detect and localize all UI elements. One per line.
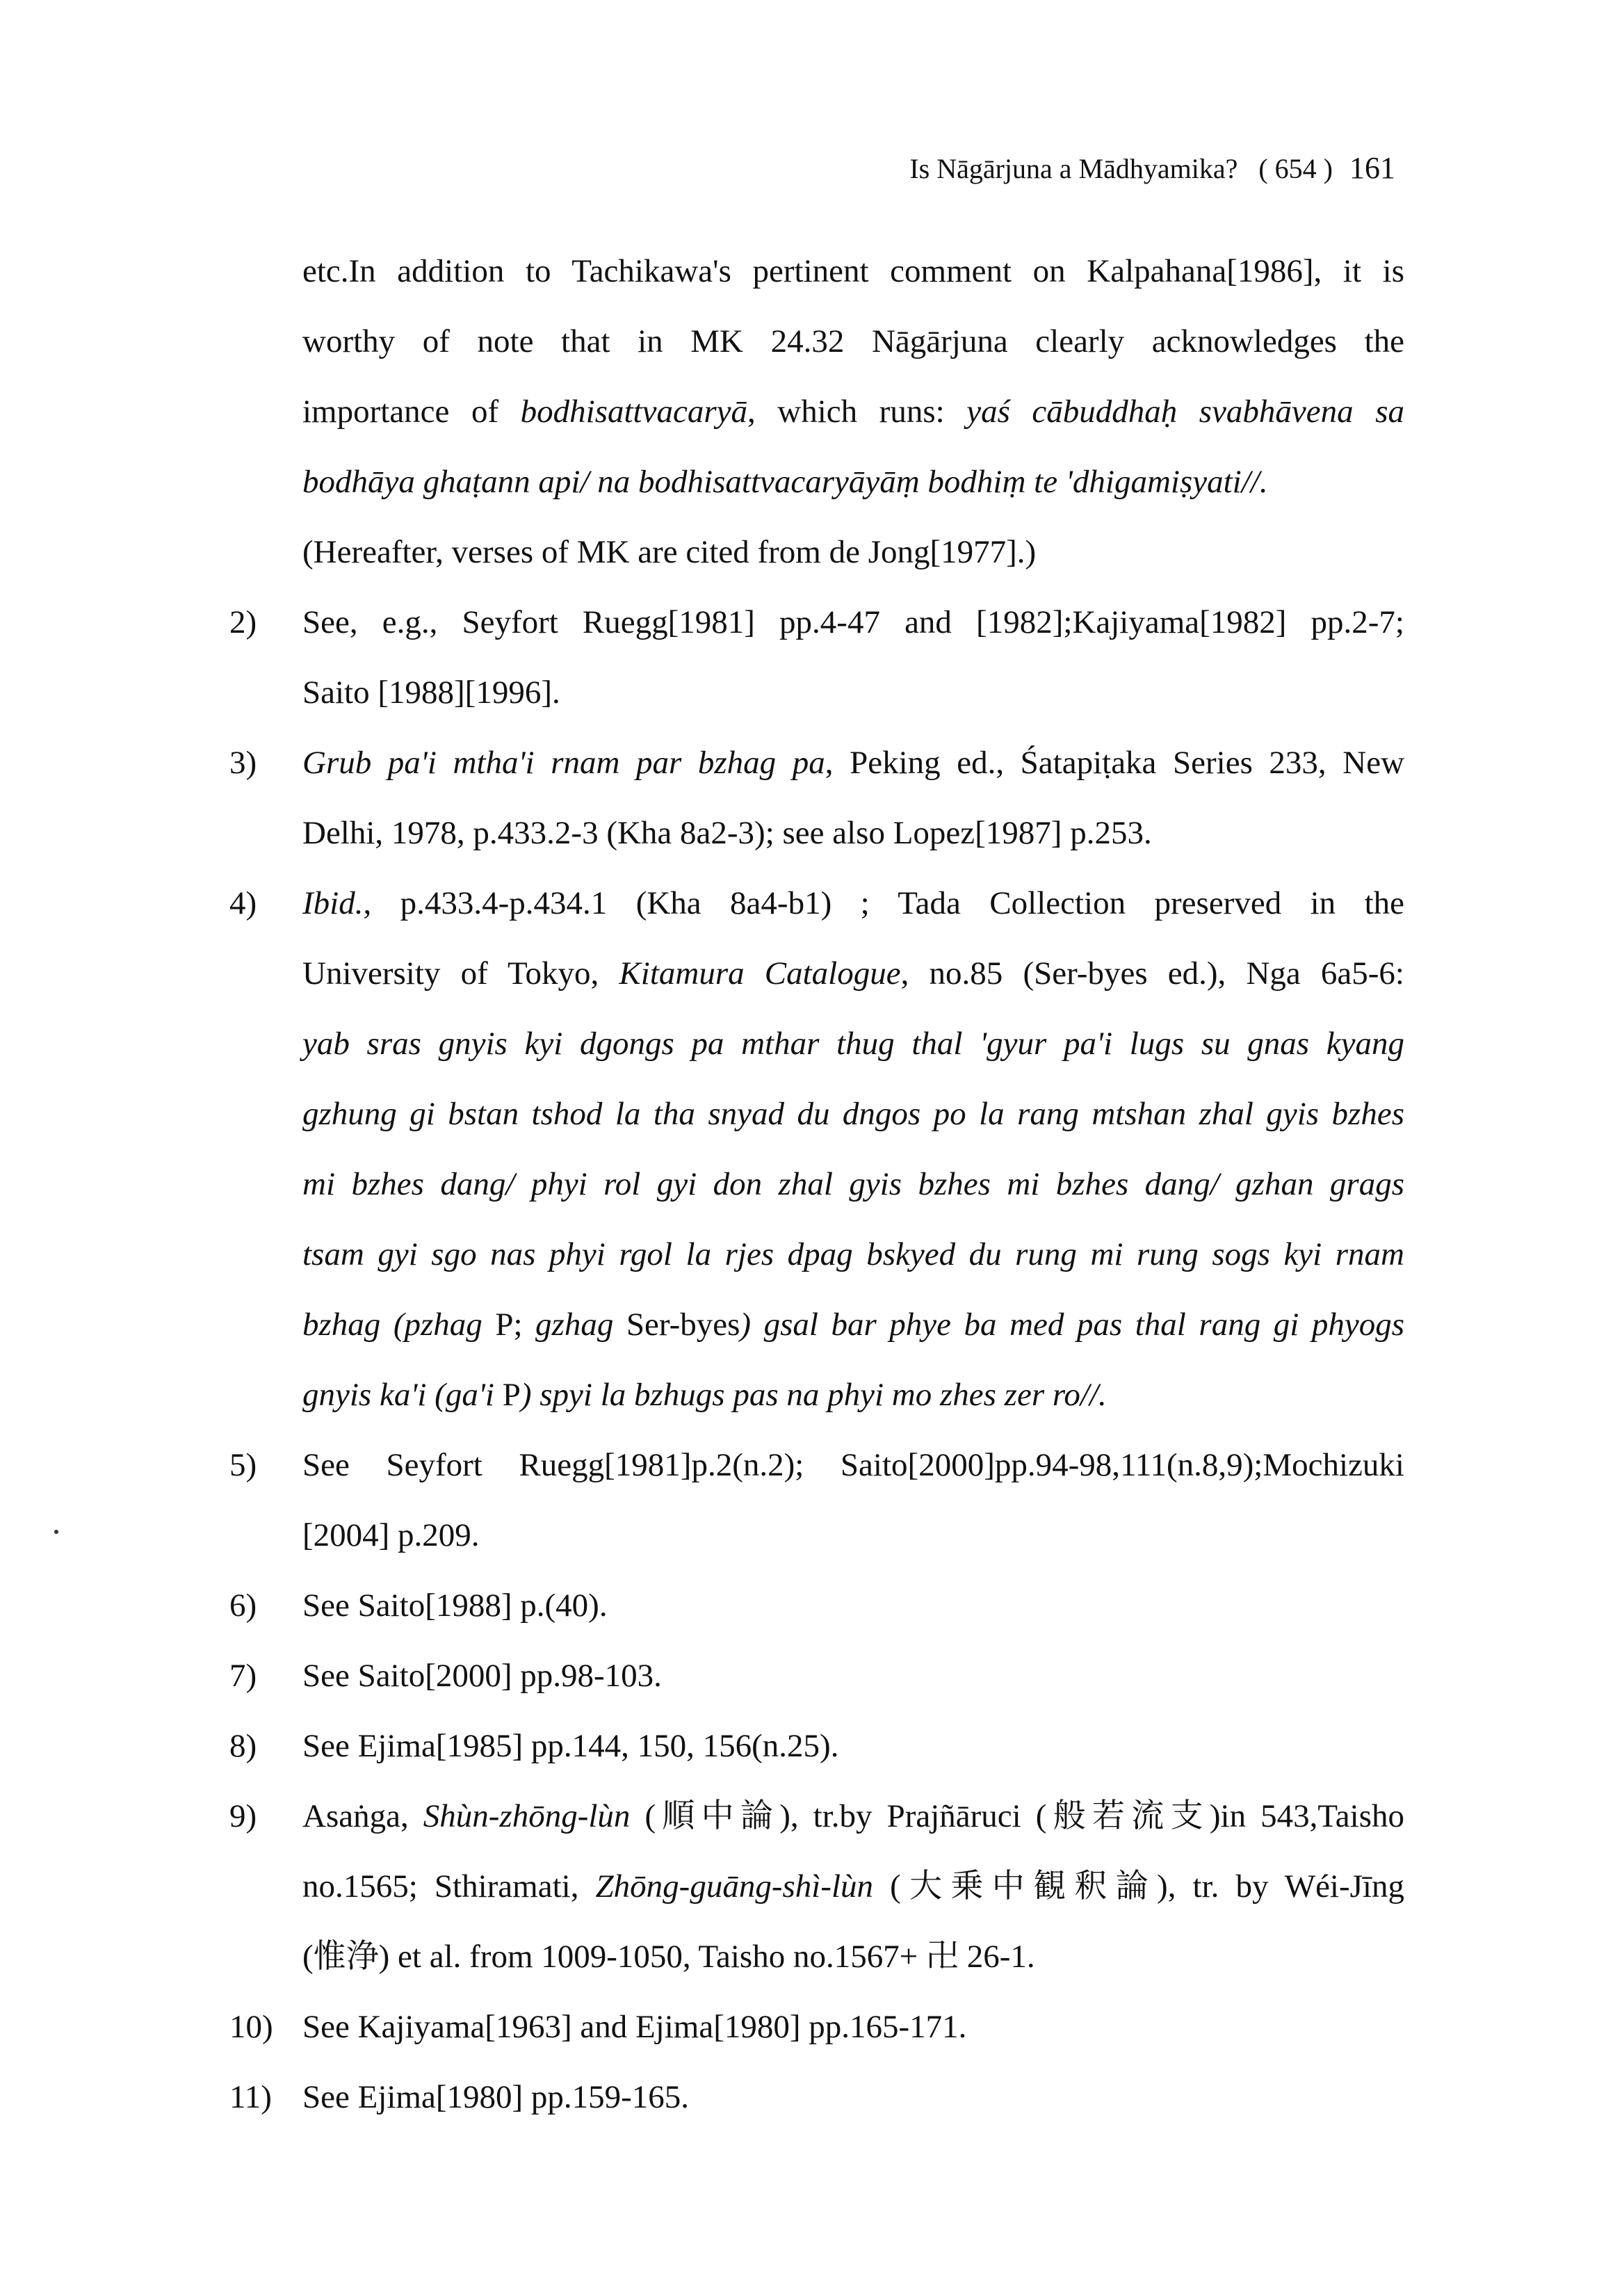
footnote-2 <box>229 588 1404 728</box>
text-line <box>302 1852 1404 1922</box>
volume-page-number: ( 654 ) <box>1258 153 1333 184</box>
text-line: (Hereafter, verses of MK are cited from de Jong[1977].) <box>302 534 1037 570</box>
italic-tibetan: yab sras gnyis kyi dgongs pa mthar thug thal 'gyur pa'i lugs su gnas kyang <box>302 1026 1404 1062</box>
footnote-number: 4) <box>229 885 257 921</box>
text-line: See Saito[2000] pp.98-103. <box>302 1658 662 1694</box>
folio-number: 161 <box>1349 151 1395 185</box>
note-text: , Peking ed., Śatapiṭaka Series 233, New <box>825 745 1405 781</box>
text-line: See Ejima[1985] pp.144, 150, 156(n.25). <box>302 1728 839 1764</box>
note-text: University of Tokyo, <box>302 955 619 992</box>
text-line <box>302 377 1404 447</box>
text-line <box>302 447 1404 517</box>
italic-tibetan: ) spyi la bzhugs pas na phyi mo zhes zer ro//. <box>520 1377 1107 1413</box>
margin-dot <box>54 1530 58 1534</box>
footnote-number: 5) <box>229 1447 257 1483</box>
italic-tibetan: ) gsal bar phye ba med pas thal rang gi phyogs <box>740 1307 1404 1343</box>
note-text: etc.In addition to Tachikawa's pertinent comment on Kalpahana[1986], it is <box>302 253 1404 289</box>
italic-tibetan: gzhag <box>535 1307 626 1343</box>
text-line <box>302 868 1404 939</box>
text-line <box>302 1220 1404 1290</box>
note-text: Ser-byes <box>626 1307 740 1343</box>
footnote-number: 8) <box>229 1728 257 1764</box>
text-line: See Saito[1988] p.(40). <box>302 1587 608 1624</box>
note-text: P; <box>495 1307 536 1343</box>
note-text: P <box>502 1377 521 1413</box>
footnote-number: 3) <box>229 745 257 781</box>
text-line <box>302 1781 1404 1852</box>
italic-tibetan: gnyis ka'i (ga'i <box>302 1377 503 1413</box>
italic-tibetan: mi bzhes dang/ phyi rol gyi don zhal gyis bzhes mi bzhes dang/ gzhan grags <box>302 1166 1404 1202</box>
italic-title: Shùn-zhōng-lùn <box>423 1798 631 1834</box>
text-line <box>302 728 1404 798</box>
footnote-4 <box>229 868 1404 1430</box>
text-line: [2004] p.209. <box>302 1517 480 1553</box>
italic-tibetan: tsam gyi sgo nas phyi rgol la rjes dpag bskyed du rung mi rung sogs kyi rnam <box>302 1236 1404 1272</box>
text-line: See Seyfort Ruegg[1981]p.2(n.2); Saito[2000]pp.94-98,111(n.8,9);Mochizuki <box>302 1447 1404 1483</box>
italic-title: Grub pa'i mtha'i rnam par bzhag pa <box>302 745 825 781</box>
note-text: , p.433.4-p.434.1 (Kha 8a4-b1) ; Tada Collection preserved in the <box>363 885 1404 921</box>
note-text: (大乗中観釈論), tr. by Wéi-Jīng <box>873 1868 1404 1905</box>
text-line <box>302 236 1404 307</box>
footnote-10 <box>229 1992 1404 2062</box>
text-line <box>302 1149 1404 1220</box>
note-text: (順中論), tr.by Prajñāruci (般若流支)in 543,Taisho <box>630 1798 1404 1834</box>
note-text: , no.85 (Ser-byes ed.), Nga 6a5-6: <box>900 955 1404 992</box>
text-line <box>302 1079 1404 1149</box>
footnote-3 <box>229 728 1404 868</box>
footnote-number: 10) <box>229 2009 273 2045</box>
footnote-9 <box>229 1781 1404 1992</box>
text-line <box>302 939 1404 1009</box>
footnote-number: 11) <box>229 2079 272 2115</box>
text-line: Delhi, 1978, p.433.2-3 (Kha 8a2-3); see also Lopez[1987] p.253. <box>302 815 1152 851</box>
footnote-7 <box>229 1641 1404 1711</box>
footnote-6 <box>229 1571 1404 1641</box>
italic-title: Zhōng-guāng-shì-lùn <box>595 1868 874 1905</box>
italic-verse: bodhāya ghaṭann api/ na bodhisattvacaryāyāṃ bodhiṃ te 'dhigamiṣyati//. <box>302 464 1268 500</box>
text-line: Saito [1988][1996]. <box>302 674 560 711</box>
text-line <box>302 1009 1404 1079</box>
text-line: worthy of note that in MK 24.32 Nāgārjuna clearly acknowledges the <box>302 323 1404 359</box>
footnote-1-continuation <box>229 236 1404 588</box>
footnote-number: 6) <box>229 1587 257 1624</box>
footnote-number: 7) <box>229 1658 257 1694</box>
text-line <box>302 1290 1404 1360</box>
text-line: (惟浄) et al. from 1009-1050, Taisho no.1567+ 卍 26-1. <box>302 1939 1035 1975</box>
text-line: See, e.g., Seyfort Ruegg[1981] pp.4-47 and [1982];Kajiyama[1982] pp.2-7; <box>302 604 1404 640</box>
italic-tibetan: bzhag (pzhag <box>302 1307 496 1343</box>
footnote-8 <box>229 1711 1404 1781</box>
text-line <box>302 1360 1404 1430</box>
footnote-number: 9) <box>229 1798 257 1834</box>
footnote-11 <box>229 2062 1404 2133</box>
footnote-5 <box>229 1430 1404 1571</box>
note-text: importance of <box>302 394 521 430</box>
note-text: no.1565; Sthiramati, <box>302 1868 596 1905</box>
footnotes <box>229 236 1404 2133</box>
running-title: Is Nāgārjuna a Mādhyamika? <box>909 153 1238 184</box>
italic-title: Kitamura Catalogue <box>619 955 901 992</box>
italic-tibetan: gzhung gi bstan tshod la tha snyad du dngos po la rang mtshan zhal gyis bzhes <box>302 1096 1404 1132</box>
italic-ibid: Ibid. <box>302 885 364 921</box>
footnote-number: 2) <box>229 604 257 640</box>
italic-verse: yaś cābuddhaḥ svabhāvena sa <box>966 394 1404 430</box>
text-line: See Kajiyama[1963] and Ejima[1980] pp.165-171. <box>302 2009 967 2045</box>
note-text: , which runs: <box>747 394 967 430</box>
running-header <box>909 150 1395 186</box>
text-line: See Ejima[1980] pp.159-165. <box>302 2079 690 2115</box>
note-text: Asaṅga, <box>302 1798 423 1834</box>
italic-term: bodhisattvacaryā <box>520 394 747 430</box>
